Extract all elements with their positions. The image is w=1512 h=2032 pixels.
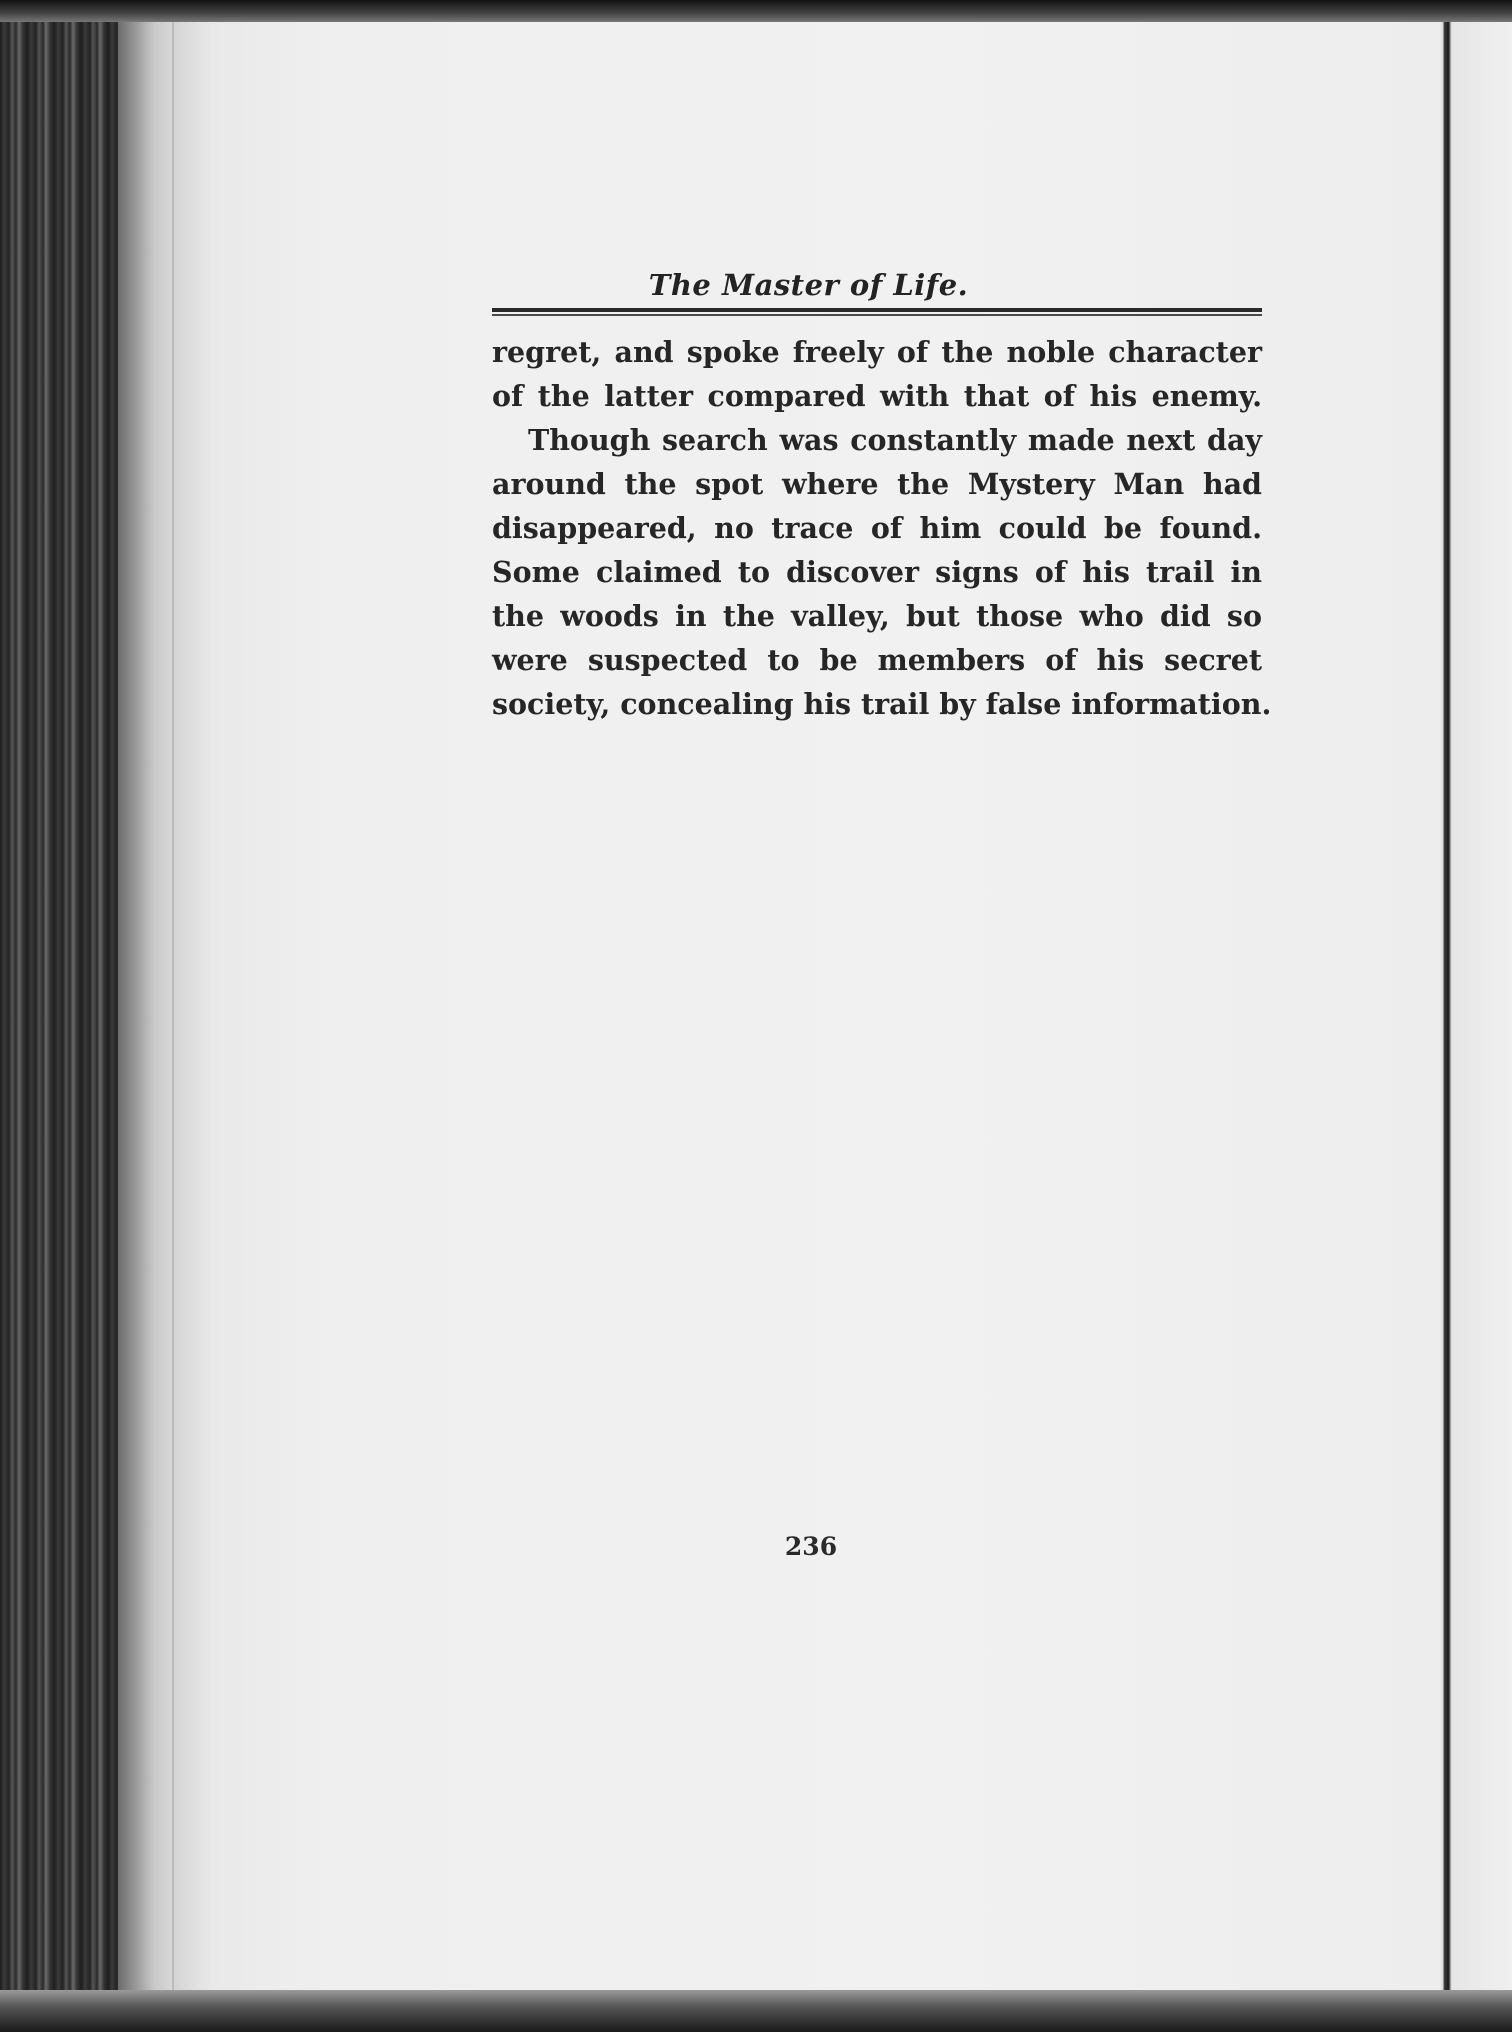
page-stack-edge xyxy=(118,0,178,2032)
text-line: Some claimed to discover signs of his trail in xyxy=(492,555,1262,589)
header-rule-thick xyxy=(492,308,1262,312)
facing-page-edge xyxy=(1440,0,1512,2032)
header-rule-thin xyxy=(492,314,1262,316)
text-line: around the spot where the Mystery Man had xyxy=(492,467,1262,501)
top-shadow-edge xyxy=(0,0,1512,22)
text-line: society, concealing his trail by false information. xyxy=(492,687,1272,721)
text-line: disappeared, no trace of him could be found. xyxy=(492,511,1262,545)
text-line: of the latter compared with that of his enemy. xyxy=(492,379,1262,413)
text-line: were suspected to be members of his secret xyxy=(492,643,1262,677)
running-head: The Master of Life. xyxy=(648,268,969,302)
header-rule xyxy=(492,308,1262,317)
text-line: regret, and spoke freely of the noble character xyxy=(492,335,1262,369)
paragraph-first-line: Though search was constantly made next day xyxy=(528,423,1262,457)
text-line: the woods in the valley, but those who did so xyxy=(492,599,1262,633)
page-number: 236 xyxy=(784,1532,838,1561)
bottom-shadow-edge xyxy=(0,1990,1512,2032)
body-text xyxy=(492,330,1272,726)
